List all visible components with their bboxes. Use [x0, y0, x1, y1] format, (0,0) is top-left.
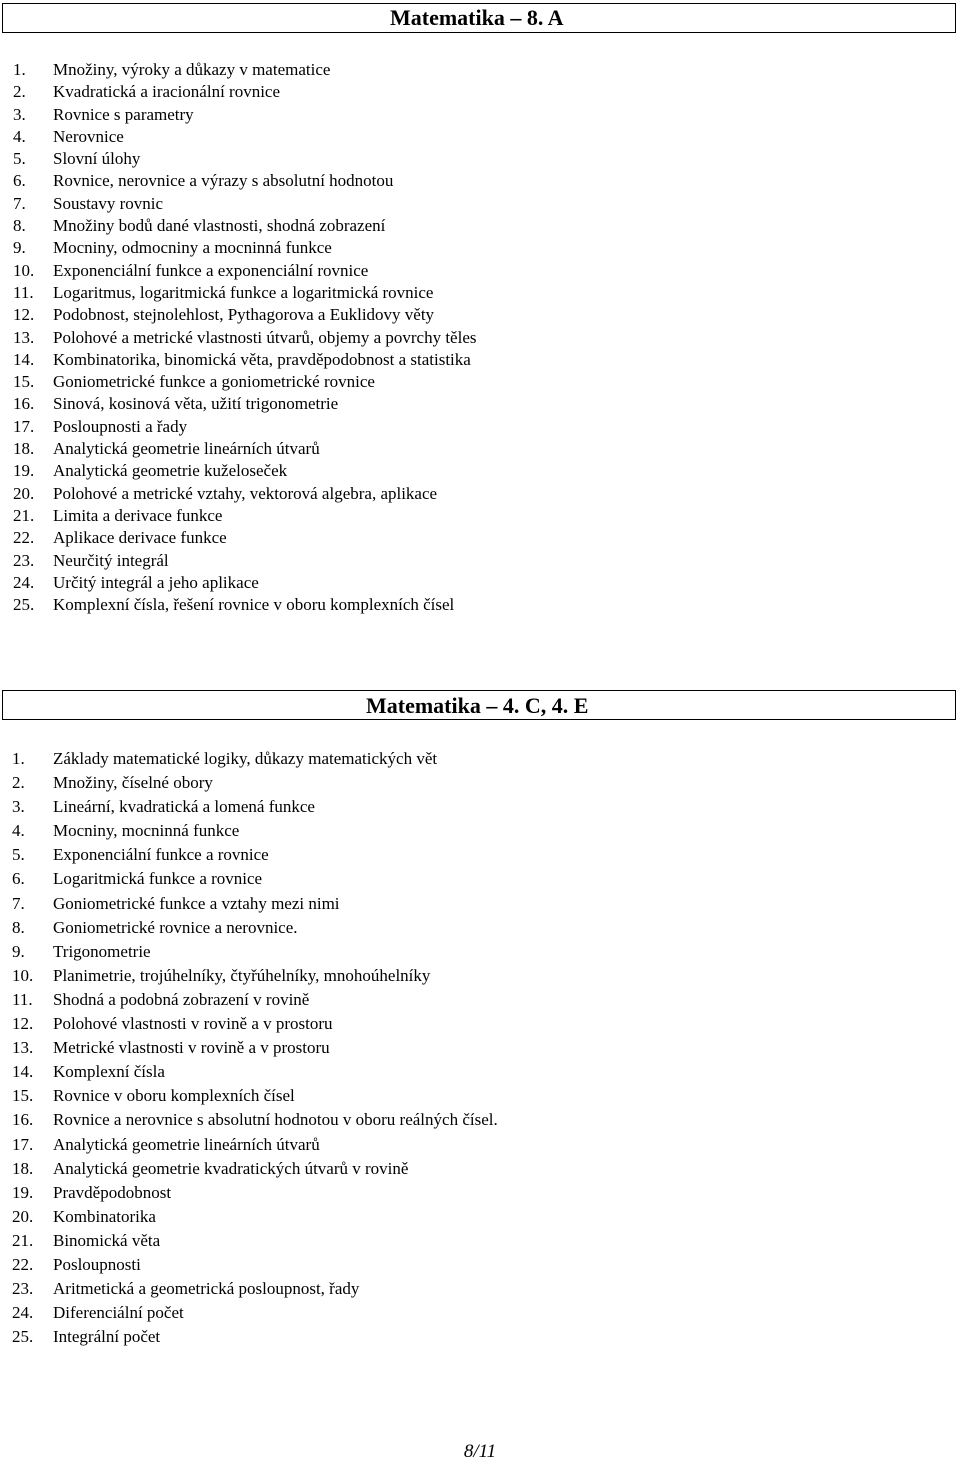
topic-number: 5. — [13, 149, 26, 169]
topic-number: 13. — [12, 1038, 34, 1058]
topic-item — [0, 940, 498, 964]
topic-item — [0, 819, 498, 843]
topic-item — [0, 916, 498, 940]
topic-text: Analytická geometrie lineárních útvarů — [53, 1134, 320, 1154]
topic-text: Integrální počet — [53, 1327, 161, 1347]
topic-number: 7. — [12, 893, 25, 913]
topic-text: Lineární, kvadratická a lomená funkce — [53, 797, 315, 817]
topic-number: 2. — [12, 773, 25, 793]
topic-number: 16. — [12, 1110, 34, 1130]
topic-text: Kombinatorika, binomická věta, pravděpodobnost a statistika — [53, 349, 471, 369]
topic-item — [0, 1157, 498, 1181]
topic-item — [0, 193, 476, 215]
topic-item — [0, 747, 498, 771]
topic-text: Komplexní čísla — [53, 1062, 165, 1082]
topic-item — [0, 282, 476, 304]
topic-number: 8. — [12, 917, 25, 937]
topic-number: 21. — [12, 1230, 34, 1250]
topic-text: Základy matematické logiky, důkazy matematických vět — [53, 749, 438, 768]
topic-item — [0, 1036, 498, 1060]
topic-number: 5. — [12, 845, 25, 865]
topic-number: 25. — [13, 595, 35, 615]
topic-text: Rovnice a nerovnice s absolutní hodnotou v oboru reálných čísel. — [53, 1110, 498, 1130]
topic-text: Logaritmická funkce a rovnice — [53, 869, 263, 889]
topic-number: 23. — [12, 1279, 34, 1299]
topic-text: Slovní úlohy — [53, 149, 141, 169]
topic-text: Nerovnice — [53, 126, 124, 146]
topic-number: 3. — [13, 104, 26, 124]
topic-item — [0, 988, 498, 1012]
topic-text: Analytická geometrie kvadratických útvarů v rovině — [53, 1158, 409, 1178]
topic-text: Exponenciální funkce a exponenciální rovnice — [53, 260, 369, 280]
topic-item — [0, 81, 476, 103]
topic-text: Mocniny, mocninná funkce — [53, 821, 240, 841]
topic-item — [0, 867, 498, 891]
topic-text: Aplikace derivace funkce — [53, 528, 227, 548]
topic-text: Sinová, kosinová věta, užití trigonometrie — [53, 394, 339, 414]
topic-item — [0, 215, 476, 237]
topic-number: 10. — [12, 965, 34, 985]
topic-number: 20. — [13, 483, 35, 503]
topic-item — [0, 1229, 498, 1253]
topic-number: 19. — [13, 461, 35, 481]
topic-text: Rovnice, nerovnice a výrazy s absolutní hodnotou — [53, 171, 394, 191]
topic-number: 24. — [13, 572, 35, 592]
topic-number: 22. — [12, 1254, 34, 1274]
topic-text: Neurčitý integrál — [53, 550, 169, 570]
topic-text: Soustavy rovnic — [53, 193, 164, 213]
page-number-text: 8/11 — [463, 1441, 497, 1462]
topic-item — [0, 594, 476, 616]
topic-number: 17. — [12, 1134, 34, 1154]
topic-item — [0, 59, 476, 81]
topic-item — [0, 771, 498, 795]
topic-item — [0, 349, 476, 371]
topic-number: 22. — [13, 528, 35, 548]
topic-item — [0, 1205, 498, 1229]
topic-number: 16. — [13, 394, 35, 414]
topic-text: Rovnice v oboru komplexních čísel — [53, 1086, 295, 1106]
topic-text: Množiny, číselné obory — [53, 773, 213, 793]
topic-text: Kvadratická a iracionální rovnice — [53, 82, 281, 102]
topic-item — [0, 237, 476, 259]
topic-item — [0, 460, 476, 482]
topic-text: Množiny, výroky a důkazy v matematice — [53, 60, 331, 79]
topic-number: 15. — [13, 372, 35, 392]
topic-number: 9. — [13, 238, 26, 258]
topic-number: 23. — [13, 550, 35, 570]
topic-number: 6. — [12, 869, 25, 889]
topic-text: Diferenciální počet — [53, 1303, 184, 1323]
topic-number: 17. — [13, 416, 35, 436]
topic-text: Analytická geometrie lineárních útvarů — [53, 439, 320, 459]
section-b-title: Matematika – 4. C, 4. E — [366, 693, 589, 718]
topic-number: 13. — [13, 327, 35, 347]
topic-item — [0, 304, 476, 326]
topic-item — [0, 1060, 498, 1084]
topic-number: 10. — [13, 260, 35, 280]
topic-text: Logaritmus, logaritmická funkce a logaritmická rovnice — [53, 282, 434, 302]
topic-item — [0, 1084, 498, 1108]
topic-number: 15. — [12, 1086, 34, 1106]
topic-number: 2. — [13, 82, 26, 102]
topic-number: 20. — [12, 1206, 34, 1226]
topic-text: Goniometrické rovnice a nerovnice. — [53, 917, 298, 937]
topic-text: Pravděpodobnost — [53, 1182, 172, 1202]
topic-text: Polohové vlastnosti v rovině a v prostoru — [53, 1014, 333, 1034]
topic-item — [0, 1277, 498, 1301]
topic-text: Metrické vlastnosti v rovině a v prostoru — [53, 1038, 330, 1058]
topic-item — [0, 1012, 498, 1036]
topic-number: 14. — [13, 349, 35, 369]
section-b-topic-list — [0, 747, 498, 1349]
topic-number: 25. — [12, 1327, 34, 1347]
topic-number: 18. — [13, 439, 35, 459]
topic-text: Goniometrické funkce a vztahy mezi nimi — [53, 893, 340, 913]
topic-item — [0, 438, 476, 460]
topic-item — [0, 572, 476, 594]
topic-item — [0, 371, 476, 393]
topic-item — [0, 416, 476, 438]
topic-number: 18. — [12, 1158, 34, 1178]
topic-item — [0, 527, 476, 549]
section-a-topic-list — [0, 59, 476, 616]
topic-number: 8. — [13, 216, 26, 236]
topic-text: Určitý integrál a jeho aplikace — [53, 572, 259, 592]
topic-text: Goniometrické funkce a goniometrické rovnice — [53, 372, 375, 392]
topic-number: 4. — [13, 126, 26, 146]
topic-number: 12. — [13, 305, 35, 325]
topic-text: Podobnost, stejnolehlost, Pythagorova a Euklidovy věty — [53, 305, 435, 325]
topic-text: Planimetrie, trojúhelníky, čtyřúhelníky, mnohoúhelníky — [53, 965, 431, 985]
topic-item — [0, 550, 476, 572]
topic-text: Mocniny, odmocniny a mocninná funkce — [53, 238, 332, 258]
topic-item — [0, 1301, 498, 1325]
topic-item — [0, 1108, 498, 1132]
topic-text: Binomická věta — [53, 1230, 161, 1250]
section-a-title: Matematika – 8. A — [390, 5, 564, 30]
topic-item — [0, 104, 476, 126]
topic-number: 3. — [12, 797, 25, 817]
page-number — [0, 1440, 960, 1464]
topic-text: Množiny bodů dané vlastnosti, shodná zobrazení — [53, 216, 386, 236]
topic-item — [0, 393, 476, 415]
topic-number: 19. — [12, 1182, 34, 1202]
topic-item — [0, 795, 498, 819]
topic-item — [0, 260, 476, 282]
topic-item — [0, 964, 498, 988]
topic-text: Posloupnosti — [53, 1254, 141, 1274]
topic-item — [0, 126, 476, 148]
topic-item — [0, 1325, 498, 1349]
topic-item — [0, 1181, 498, 1205]
topic-item — [0, 148, 476, 170]
topic-text: Exponenciální funkce a rovnice — [53, 845, 269, 865]
topic-number: 12. — [12, 1014, 34, 1034]
topic-text: Kombinatorika — [53, 1206, 156, 1226]
topic-number: 14. — [12, 1062, 34, 1082]
topic-number: 1. — [13, 60, 26, 79]
topic-text: Trigonometrie — [53, 941, 151, 961]
topic-text: Posloupnosti a řady — [53, 416, 188, 436]
topic-number: 7. — [13, 193, 26, 213]
topic-text: Komplexní čísla, řešení rovnice v oboru komplexních čísel — [53, 595, 455, 615]
topic-item — [0, 170, 476, 192]
topic-text: Shodná a podobná zobrazení v rovině — [53, 989, 310, 1009]
topic-text: Aritmetická a geometrická posloupnost, řady — [53, 1279, 360, 1299]
topic-number: 21. — [13, 505, 35, 525]
topic-text: Rovnice s parametry — [53, 104, 194, 124]
topic-item — [0, 1253, 498, 1277]
topic-number: 1. — [12, 749, 25, 768]
topic-item — [0, 892, 498, 916]
topic-item — [0, 843, 498, 867]
topic-number: 6. — [13, 171, 26, 191]
topic-number: 4. — [12, 821, 25, 841]
topic-number: 11. — [13, 282, 34, 302]
topic-number: 9. — [12, 941, 25, 961]
topic-number: 24. — [12, 1303, 34, 1323]
topic-item — [0, 1133, 498, 1157]
topic-text: Polohové a metrické vlastnosti útvarů, objemy a povrchy těles — [53, 327, 477, 347]
topic-number: 11. — [12, 989, 33, 1009]
topic-item — [0, 505, 476, 527]
topic-text: Limita a derivace funkce — [53, 505, 223, 525]
topic-text: Analytická geometrie kuželoseček — [53, 461, 288, 481]
topic-item — [0, 483, 476, 505]
topic-text: Polohové a metrické vztahy, vektorová algebra, aplikace — [53, 483, 438, 503]
topic-item — [0, 327, 476, 349]
